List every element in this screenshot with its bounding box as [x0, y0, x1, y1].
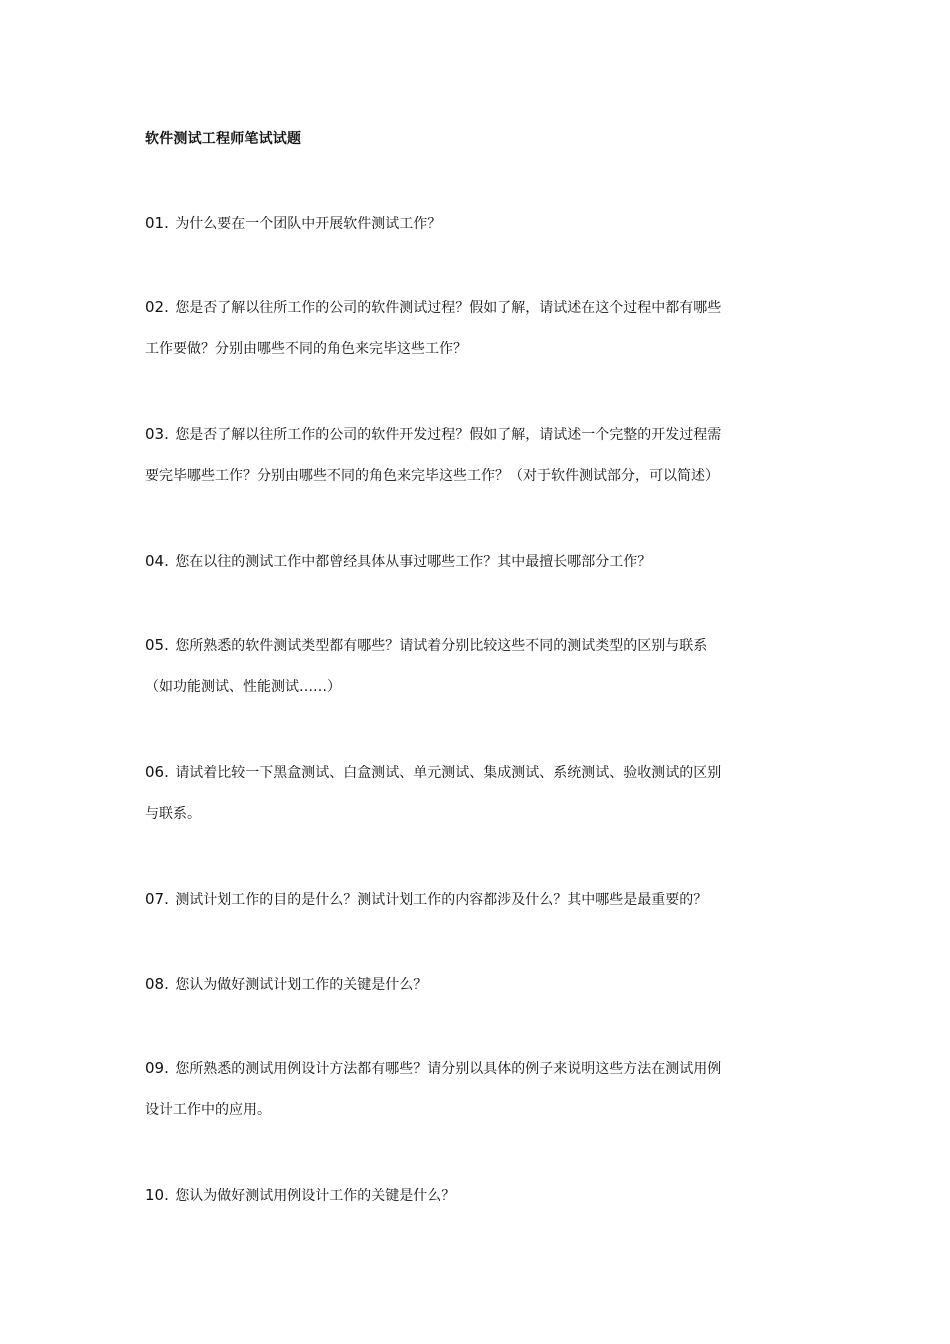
question-number: 07. — [145, 890, 169, 908]
question-line — [145, 1058, 805, 1100]
question-line — [145, 889, 805, 931]
question-text: 您是否了解以往所工作的公司的软件开发过程？假如了解，请试述一个完整的开发过程需 — [175, 427, 722, 443]
question-line — [145, 466, 805, 508]
question-text: 您认为做好测试计划工作的关键是什么？ — [175, 977, 428, 993]
question-line — [145, 1100, 805, 1142]
question-06 — [145, 762, 805, 846]
question-05 — [145, 635, 805, 719]
question-line — [145, 762, 805, 804]
question-number: 04. — [145, 552, 169, 570]
question-line — [145, 297, 805, 339]
question-09 — [145, 1058, 805, 1142]
question-text: 您所熟悉的软件测试类型都有哪些？请试着分别比较这些不同的测试类型的区别与联系 — [175, 638, 708, 654]
question-number: 02. — [145, 298, 169, 316]
question-line — [145, 339, 805, 381]
question-line — [145, 804, 805, 846]
question-text: 您认为做好测试用例设计工作的关键是什么？ — [175, 1188, 456, 1204]
question-line — [145, 551, 805, 593]
question-07 — [145, 889, 805, 931]
question-text: 工作要做？分别由哪些不同的角色来完毕这些工作？ — [145, 341, 467, 357]
question-01 — [145, 213, 805, 255]
question-03 — [145, 424, 805, 508]
question-04 — [145, 551, 805, 593]
question-number: 10. — [145, 1186, 169, 1204]
question-number: 09. — [145, 1059, 169, 1077]
document-title: 软件测试工程师笔试试题 — [145, 131, 302, 147]
question-text: 您是否了解以往所工作的公司的软件测试过程？假如了解，请试述在这个过程中都有哪些 — [175, 300, 722, 316]
question-line — [145, 213, 805, 255]
question-02 — [145, 297, 805, 381]
question-text: 测试计划工作的目的是什么？测试计划工作的内容都涉及什么？其中哪些是最重要的？ — [175, 892, 708, 908]
question-line — [145, 974, 805, 1016]
question-line — [145, 635, 805, 677]
question-number: 03. — [145, 425, 169, 443]
question-number: 01. — [145, 214, 169, 232]
question-08 — [145, 974, 805, 1016]
question-line — [145, 424, 805, 466]
question-number: 08. — [145, 975, 169, 993]
question-text: 您在以往的测试工作中都曾经具体从事过哪些工作？其中最擅长哪部分工作？ — [175, 554, 652, 570]
question-text: （如功能测试、性能测试……） — [145, 679, 341, 695]
question-text: 为什么要在一个团队中开展软件测试工作？ — [175, 216, 442, 232]
question-number: 06. — [145, 763, 169, 781]
question-line — [145, 1185, 805, 1227]
question-text: 请试着比较一下黑盒测试、白盒测试、单元测试、集成测试、系统测试、验收测试的区别 — [175, 765, 722, 781]
question-text: 设计工作中的应用。 — [145, 1102, 271, 1118]
question-text: 您所熟悉的测试用例设计方法都有哪些？请分别以具体的例子来说明这些方法在测试用例 — [175, 1061, 722, 1077]
question-10 — [145, 1185, 805, 1227]
question-text: 与联系。 — [145, 806, 201, 822]
question-line — [145, 677, 805, 719]
question-number: 05. — [145, 636, 169, 654]
question-text: 要完毕哪些工作？分别由哪些不同的角色来完毕这些工作？（对于软件测试部分，可以简述） — [145, 468, 719, 484]
